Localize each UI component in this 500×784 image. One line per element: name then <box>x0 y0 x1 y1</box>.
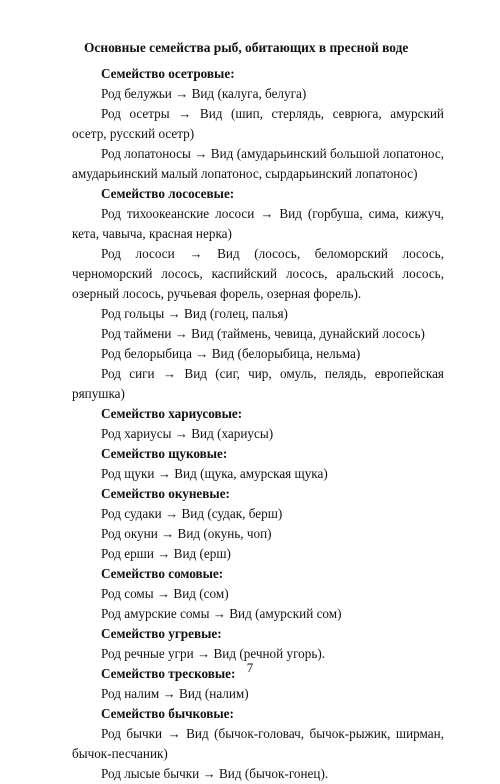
family-heading: Семейство тресковые: <box>101 666 236 681</box>
genus-species-line: Род сиги → Вид (сиг, чир, омуль, пелядь, европейская ряпушка) <box>72 366 444 401</box>
page-title: Основные семейства рыб, обитающих в пресной воде <box>84 40 409 55</box>
family-heading: Семейство окуневые: <box>101 486 230 501</box>
genus-species-line: Род гольцы → Вид (голец, палья) <box>101 306 288 321</box>
genus-species-line: Род лысые бычки → Вид (бычок-гонец). <box>101 766 329 781</box>
family-heading: Семейство лососевые: <box>101 186 235 201</box>
family-heading: Семейство бычковые: <box>101 706 234 721</box>
genus-species-line: Род сомы → Вид (сом) <box>101 586 229 601</box>
family-heading: Семейство щуковые: <box>101 446 228 461</box>
genus-species-line: Род лопатоносы → Вид (амударьинский большой лопатонос, амударьинский малый лопатонос, сырдарьинский лопатонос) <box>72 146 444 181</box>
genus-species-line: Род налим → Вид (налим) <box>101 686 249 701</box>
genus-species-line: Род щуки → Вид (щука, амурская щука) <box>101 466 328 481</box>
genus-species-line: Род белорыбица → Вид (белорыбица, нельма) <box>101 346 361 361</box>
family-heading: Семейство угревые: <box>101 626 222 641</box>
family-heading: Семейство сомовые: <box>101 566 224 581</box>
genus-species-line: Род лососи → Вид (лосось, беломорский лосось, черноморский лосось, каспийский лосось, аральский лосось, озерный лосось, ручьевая форель, озерная форель). <box>72 246 444 301</box>
genus-species-line: Род хариусы → Вид (хариусы) <box>101 426 274 441</box>
genus-species-line: Род речные угри → Вид (речной угорь). <box>101 646 326 661</box>
family-heading: Семейство хариусовые: <box>101 406 243 421</box>
genus-species-line: Род тихоокеанские лососи → Вид (горбуша, сима, кижуч, кета, чавыча, красная нерка) <box>72 206 444 241</box>
genus-species-line: Род белужьи → Вид (калуга, белуга) <box>101 86 307 101</box>
page-number: 7 <box>246 660 254 675</box>
genus-species-line: Род окуни → Вид (окунь, чоп) <box>101 526 272 541</box>
genus-species-line: Род бычки → Вид (бычок-головач, бычок-рыжик, ширман, бычок-песчаник) <box>72 726 444 761</box>
genus-species-line: Род таймени → Вид (таймень, чевица, дунайский лосось) <box>101 326 425 341</box>
genus-species-line: Род осетры → Вид (шип, стерлядь, севрюга, амурский осетр, русский осетр) <box>72 106 444 141</box>
family-heading: Семейство осетровые: <box>101 66 235 81</box>
genus-species-line: Род судаки → Вид (судак, берш) <box>101 506 283 521</box>
genus-species-line: Род ерши → Вид (ерш) <box>101 546 231 561</box>
genus-species-line: Род амурские сомы → Вид (амурский сом) <box>101 606 342 621</box>
